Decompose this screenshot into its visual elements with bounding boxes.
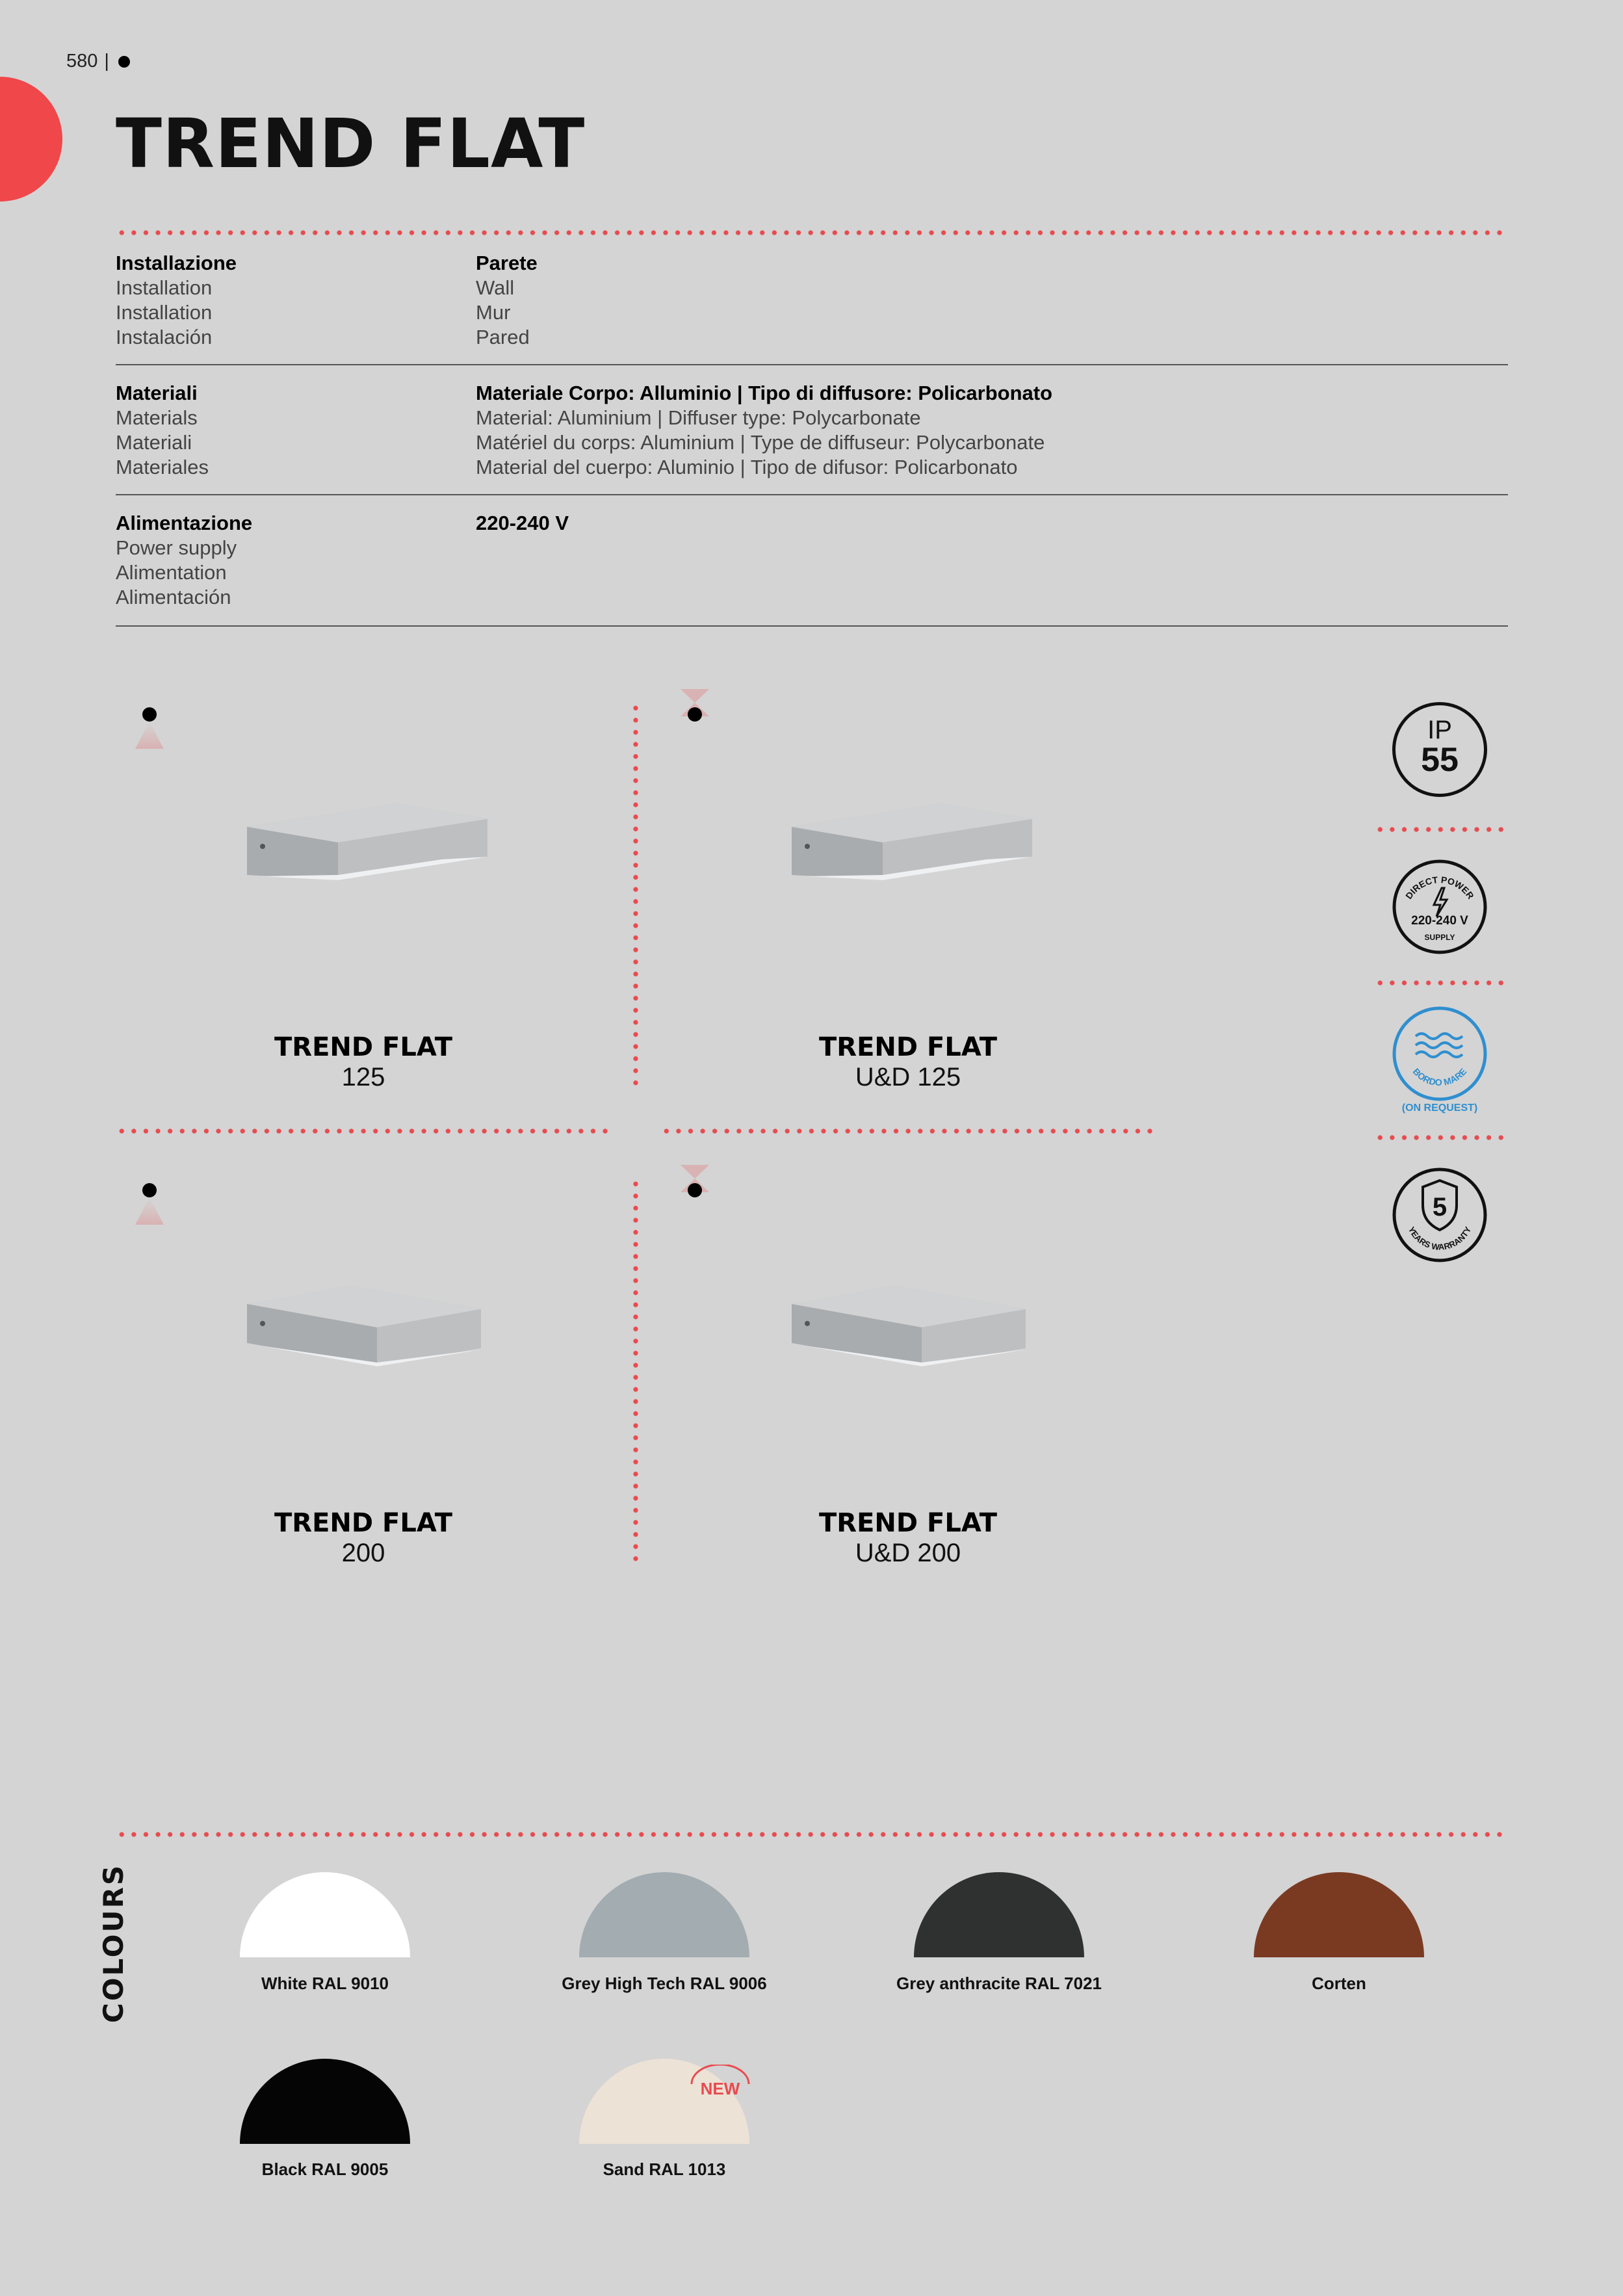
ip-rating-badge bbox=[1392, 702, 1487, 797]
spec-row-installation bbox=[116, 251, 1508, 365]
spec-values bbox=[476, 251, 538, 350]
spec-value-it: 220-240 V bbox=[476, 512, 569, 534]
dotted-divider bbox=[1374, 827, 1508, 832]
power-badge-bottom-text: SUPPLY bbox=[1424, 933, 1455, 942]
spec-row-materials bbox=[116, 381, 1508, 495]
dotted-divider bbox=[1374, 1135, 1508, 1140]
spec-label-fr: Installation bbox=[116, 301, 213, 324]
dotted-divider-vertical bbox=[633, 1178, 638, 1564]
bullet-icon bbox=[688, 707, 702, 722]
spec-value-es: Pared bbox=[476, 326, 530, 348]
spec-labels bbox=[116, 381, 209, 480]
svg-text:BORDO MARE bbox=[1411, 1066, 1469, 1088]
product-image-trend-flat-125 bbox=[247, 800, 494, 884]
bullet-icon bbox=[142, 707, 157, 722]
colour-swatch-grey-high-tech bbox=[579, 1872, 749, 1957]
spec-value-fr: Mur bbox=[476, 301, 511, 324]
lightning-icon bbox=[1434, 888, 1447, 917]
product-image-trend-flat-ud-125 bbox=[792, 800, 1039, 884]
spec-values bbox=[476, 511, 569, 536]
warranty-years: 5 bbox=[1432, 1193, 1448, 1221]
spec-label-es: Instalación bbox=[116, 326, 213, 348]
product-label bbox=[201, 1508, 526, 1568]
bullet-icon bbox=[688, 1183, 702, 1197]
product-variant: U&D 125 bbox=[855, 1063, 961, 1091]
spec-value-it: Parete bbox=[476, 252, 538, 274]
spec-label-it: Installazione bbox=[116, 252, 237, 274]
colour-label: Black RAL 9005 bbox=[261, 2159, 389, 2179]
product-name: TREND FLAT bbox=[819, 1032, 997, 1062]
colour-label: Grey anthracite RAL 7021 bbox=[896, 1974, 1102, 1993]
light-down-icon bbox=[135, 722, 164, 749]
spec-value-en: Material: Aluminium | Diffuser type: Polycarbonate bbox=[476, 406, 921, 429]
colours-heading: COLOURS bbox=[97, 1863, 129, 2023]
product-variant: 125 bbox=[341, 1063, 385, 1091]
product-variant: 200 bbox=[341, 1539, 385, 1567]
dotted-divider bbox=[660, 1128, 1156, 1134]
bullet-icon bbox=[118, 56, 130, 68]
warranty-badge bbox=[1392, 1168, 1487, 1262]
power-badge-top-text: DIRECT POWER bbox=[1403, 874, 1476, 901]
product-label bbox=[746, 1508, 1071, 1568]
dotted-divider bbox=[1374, 980, 1508, 985]
spec-label-en: Materials bbox=[116, 406, 198, 429]
product-image-trend-flat-200 bbox=[247, 1281, 494, 1372]
dotted-divider bbox=[116, 1128, 611, 1134]
dotted-divider bbox=[116, 230, 1508, 235]
spec-row-power bbox=[116, 511, 1508, 627]
spec-labels bbox=[116, 511, 252, 610]
spec-label-it: Alimentazione bbox=[116, 512, 253, 534]
spec-label-es: Materiales bbox=[116, 456, 209, 478]
page-separator: | bbox=[104, 51, 109, 72]
colour-label: Grey High Tech RAL 9006 bbox=[562, 1974, 767, 1993]
product-name: TREND FLAT bbox=[274, 1032, 452, 1062]
spec-labels bbox=[116, 251, 237, 350]
spec-value-en: Wall bbox=[476, 276, 515, 299]
bordo-mare-badge bbox=[1392, 1006, 1487, 1123]
spec-label-en: Power supply bbox=[116, 536, 237, 559]
colour-swatch-grey-anthracite bbox=[914, 1872, 1084, 1957]
sea-badge-arc-text: BORDO MARE bbox=[1410, 1066, 1469, 1088]
product-image-trend-flat-ud-200 bbox=[792, 1281, 1039, 1372]
waves-icon bbox=[1416, 1034, 1462, 1057]
page-number bbox=[66, 51, 130, 72]
spec-label-fr: Alimentation bbox=[116, 561, 227, 584]
spec-label-es: Alimentación bbox=[116, 586, 231, 608]
spec-values bbox=[476, 381, 1052, 480]
spec-label-it: Materiali bbox=[116, 382, 198, 404]
spec-value-es: Material del cuerpo: Aluminio | Tipo de difusor: Policarbonato bbox=[476, 456, 1018, 478]
colour-swatch-white bbox=[240, 1872, 410, 1957]
product-label bbox=[201, 1032, 526, 1092]
colour-label: White RAL 9010 bbox=[261, 1974, 389, 1993]
page-number-value: 580 bbox=[66, 51, 98, 72]
dotted-divider bbox=[116, 1832, 1508, 1837]
warranty-arc-text: YEARS WARRANTY bbox=[1406, 1225, 1474, 1252]
new-badge bbox=[688, 2065, 753, 2106]
ip-prefix: IP bbox=[1427, 716, 1452, 744]
page-title: TREND FLAT bbox=[116, 104, 586, 183]
ip-value: 55 bbox=[1421, 741, 1459, 779]
product-name: TREND FLAT bbox=[274, 1508, 452, 1538]
product-label bbox=[746, 1032, 1071, 1092]
direct-power-badge bbox=[1392, 859, 1487, 954]
product-name: TREND FLAT bbox=[819, 1508, 997, 1538]
colour-label: Corten bbox=[1312, 1974, 1366, 1993]
colour-label: Sand RAL 1013 bbox=[603, 2159, 726, 2179]
bullet-icon bbox=[142, 1183, 157, 1197]
spec-value-it: Materiale Corpo: Alluminio | Tipo di diffusore: Policarbonato bbox=[476, 382, 1053, 404]
new-badge-text: NEW bbox=[700, 2079, 740, 2098]
spec-label-en: Installation bbox=[116, 276, 213, 299]
sea-badge-note: (ON REQUEST) bbox=[1401, 1102, 1478, 1114]
colour-swatch-black bbox=[240, 2059, 410, 2144]
svg-text:DIRECT POWER bbox=[1403, 874, 1476, 901]
light-down-icon bbox=[135, 1197, 164, 1225]
colour-swatch-corten bbox=[1254, 1872, 1424, 1957]
power-badge-value: 220-240 V bbox=[1411, 914, 1468, 928]
dotted-divider-vertical bbox=[633, 702, 638, 1086]
spec-value-fr: Matériel du corps: Aluminium | Type de diffuseur: Polycarbonate bbox=[476, 431, 1045, 454]
spec-label-fr: Materiali bbox=[116, 431, 192, 454]
product-variant: U&D 200 bbox=[855, 1539, 961, 1567]
red-page-tab bbox=[0, 77, 62, 202]
